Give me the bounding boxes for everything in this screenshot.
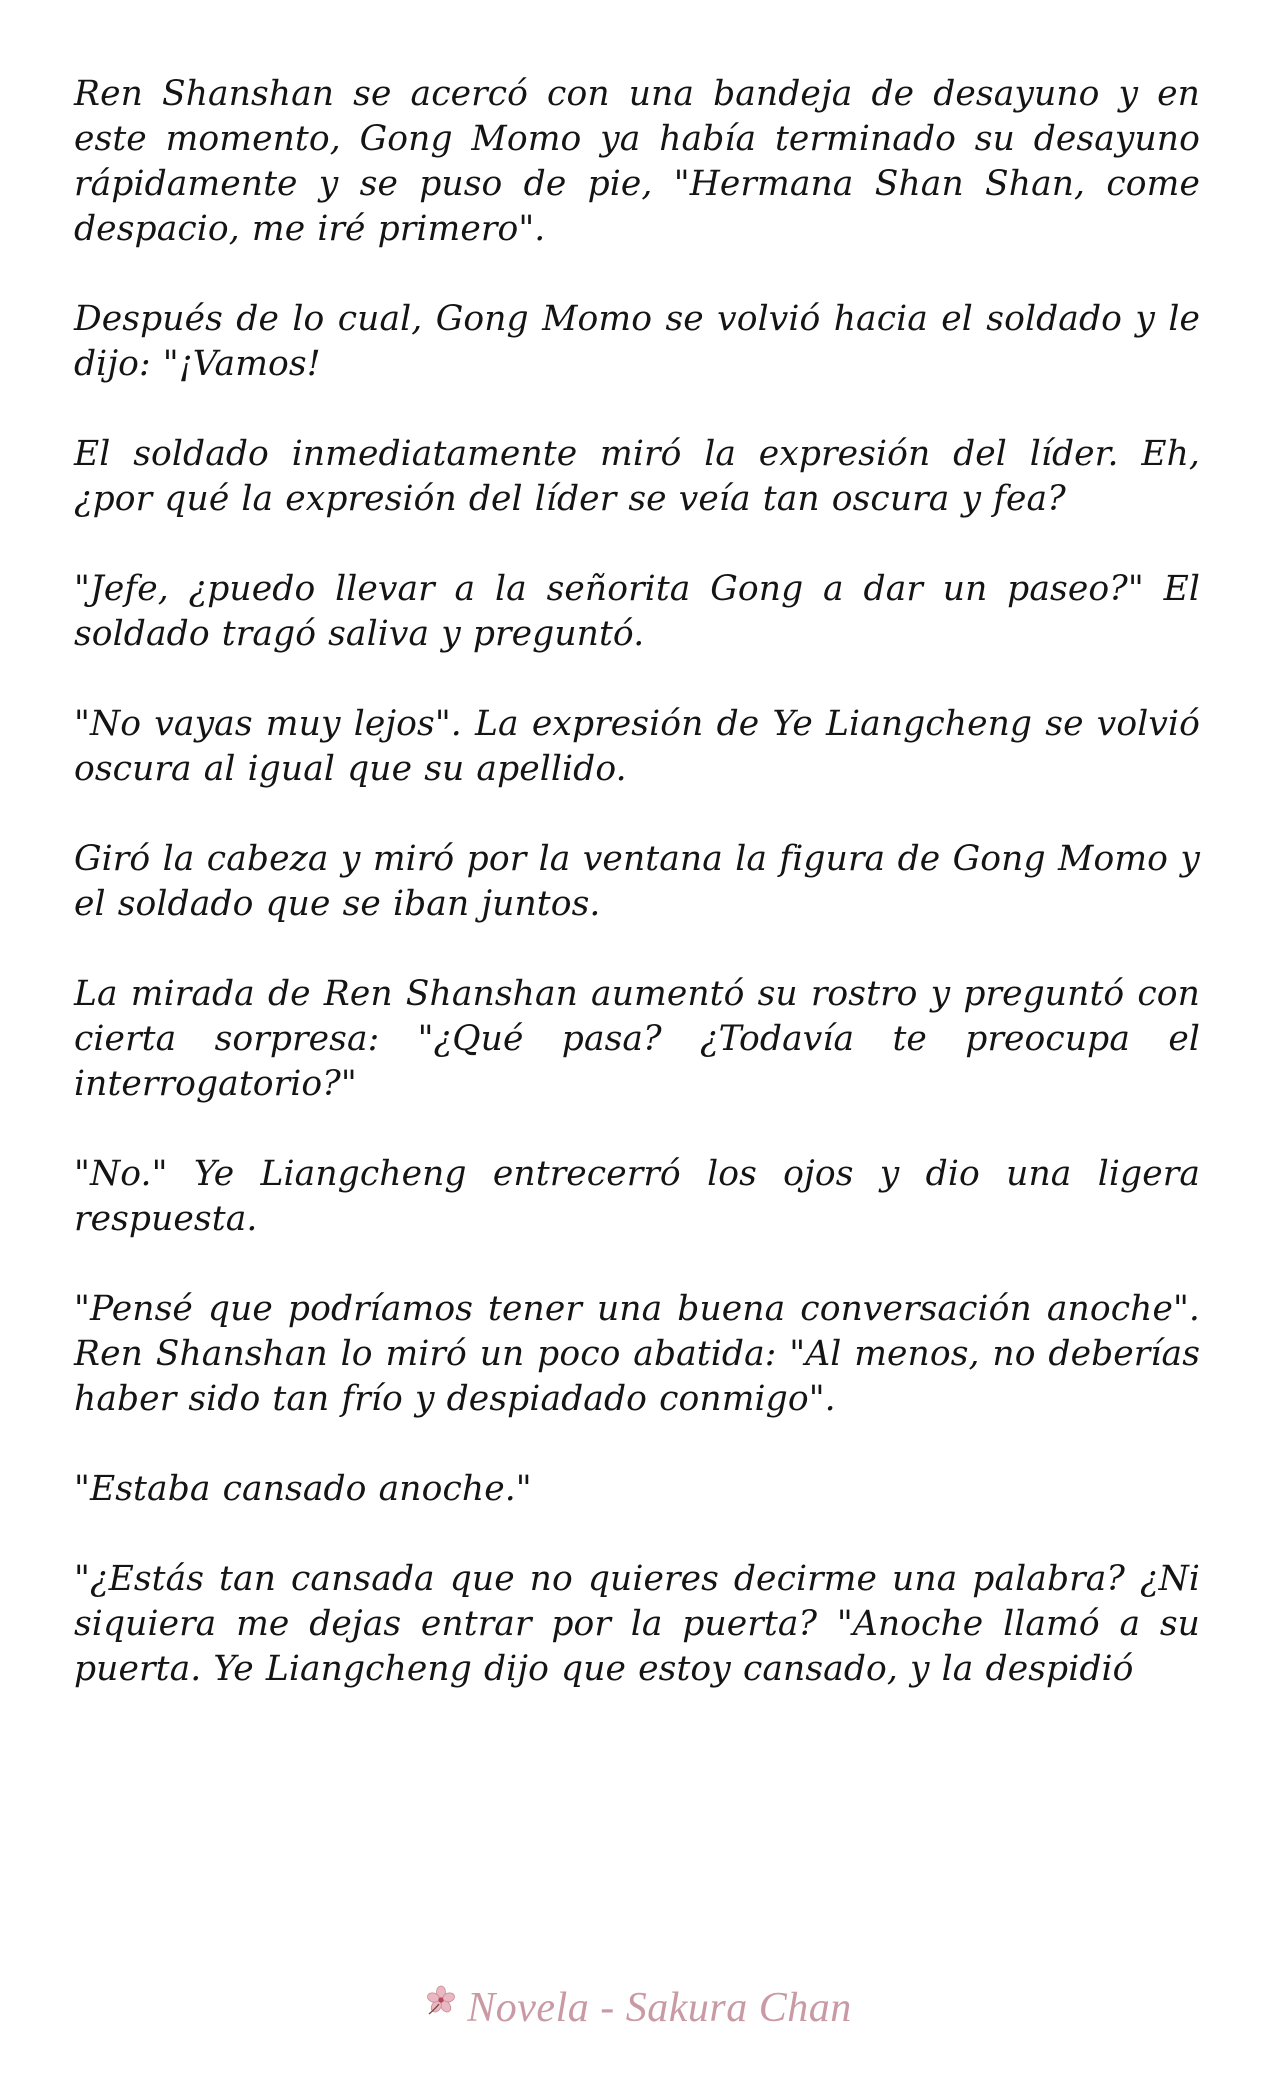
paragraph-6: Giró la cabeza y miró por la ventana la figura de Gong Momo y el soldado que se iban juntos.	[74, 839, 1200, 924]
paragraph-4: "Jefe, ¿puedo llevar a la señorita Gong a dar un paseo?" El soldado tragó saliva y preguntó.	[74, 569, 1200, 654]
novel-text-body	[74, 72, 1200, 1692]
watermark-text: Novela - Sakura Chan	[467, 1985, 852, 2031]
paragraph-5: "No vayas muy lejos". La expresión de Ye Liangcheng se volvió oscura al igual que su apellido.	[74, 704, 1200, 789]
paragraph-7: La mirada de Ren Shanshan aumentó su rostro y preguntó con cierta sorpresa: "¿Qué pasa? ¿Todavía te preocupa el interrogatorio?"	[74, 974, 1200, 1104]
paragraph-2: Después de lo cual, Gong Momo se volvió hacia el soldado y le dijo: "¡Vamos!	[74, 299, 1200, 384]
paragraph-1: Ren Shanshan se acercó con una bandeja de desayuno y en este momento, Gong Momo ya había terminado su desayuno rápidamente y se puso de pie, "Hermana Shan Shan, come despacio, me iré primero".	[74, 74, 1200, 249]
paragraph-11: "¿Estás tan cansada que no quieres decirme una palabra? ¿Ni siquiera me dejas entrar por la puerta? "Anoche llamó a su puerta. Ye Liangcheng dijo que estoy cansado, y la despidió	[74, 1559, 1200, 1689]
paragraph-9: "Pensé que podríamos tener una buena conversación anoche". Ren Shanshan lo miró un poco abatida: "Al menos, no deberías haber sido tan frío y despiadado conmigo".	[74, 1289, 1200, 1419]
paragraph-3: El soldado inmediatamente miró la expresión del líder. Eh, ¿por qué la expresión del líder se veía tan oscura y fea?	[74, 434, 1200, 519]
paragraph-10: "Estaba cansado anoche."	[74, 1469, 532, 1509]
watermark	[0, 1978, 1275, 2038]
cherry-blossom-icon	[423, 1983, 459, 2019]
paragraph-8: "No." Ye Liangcheng entrecerró los ojos y dio una ligera respuesta.	[74, 1154, 1200, 1239]
